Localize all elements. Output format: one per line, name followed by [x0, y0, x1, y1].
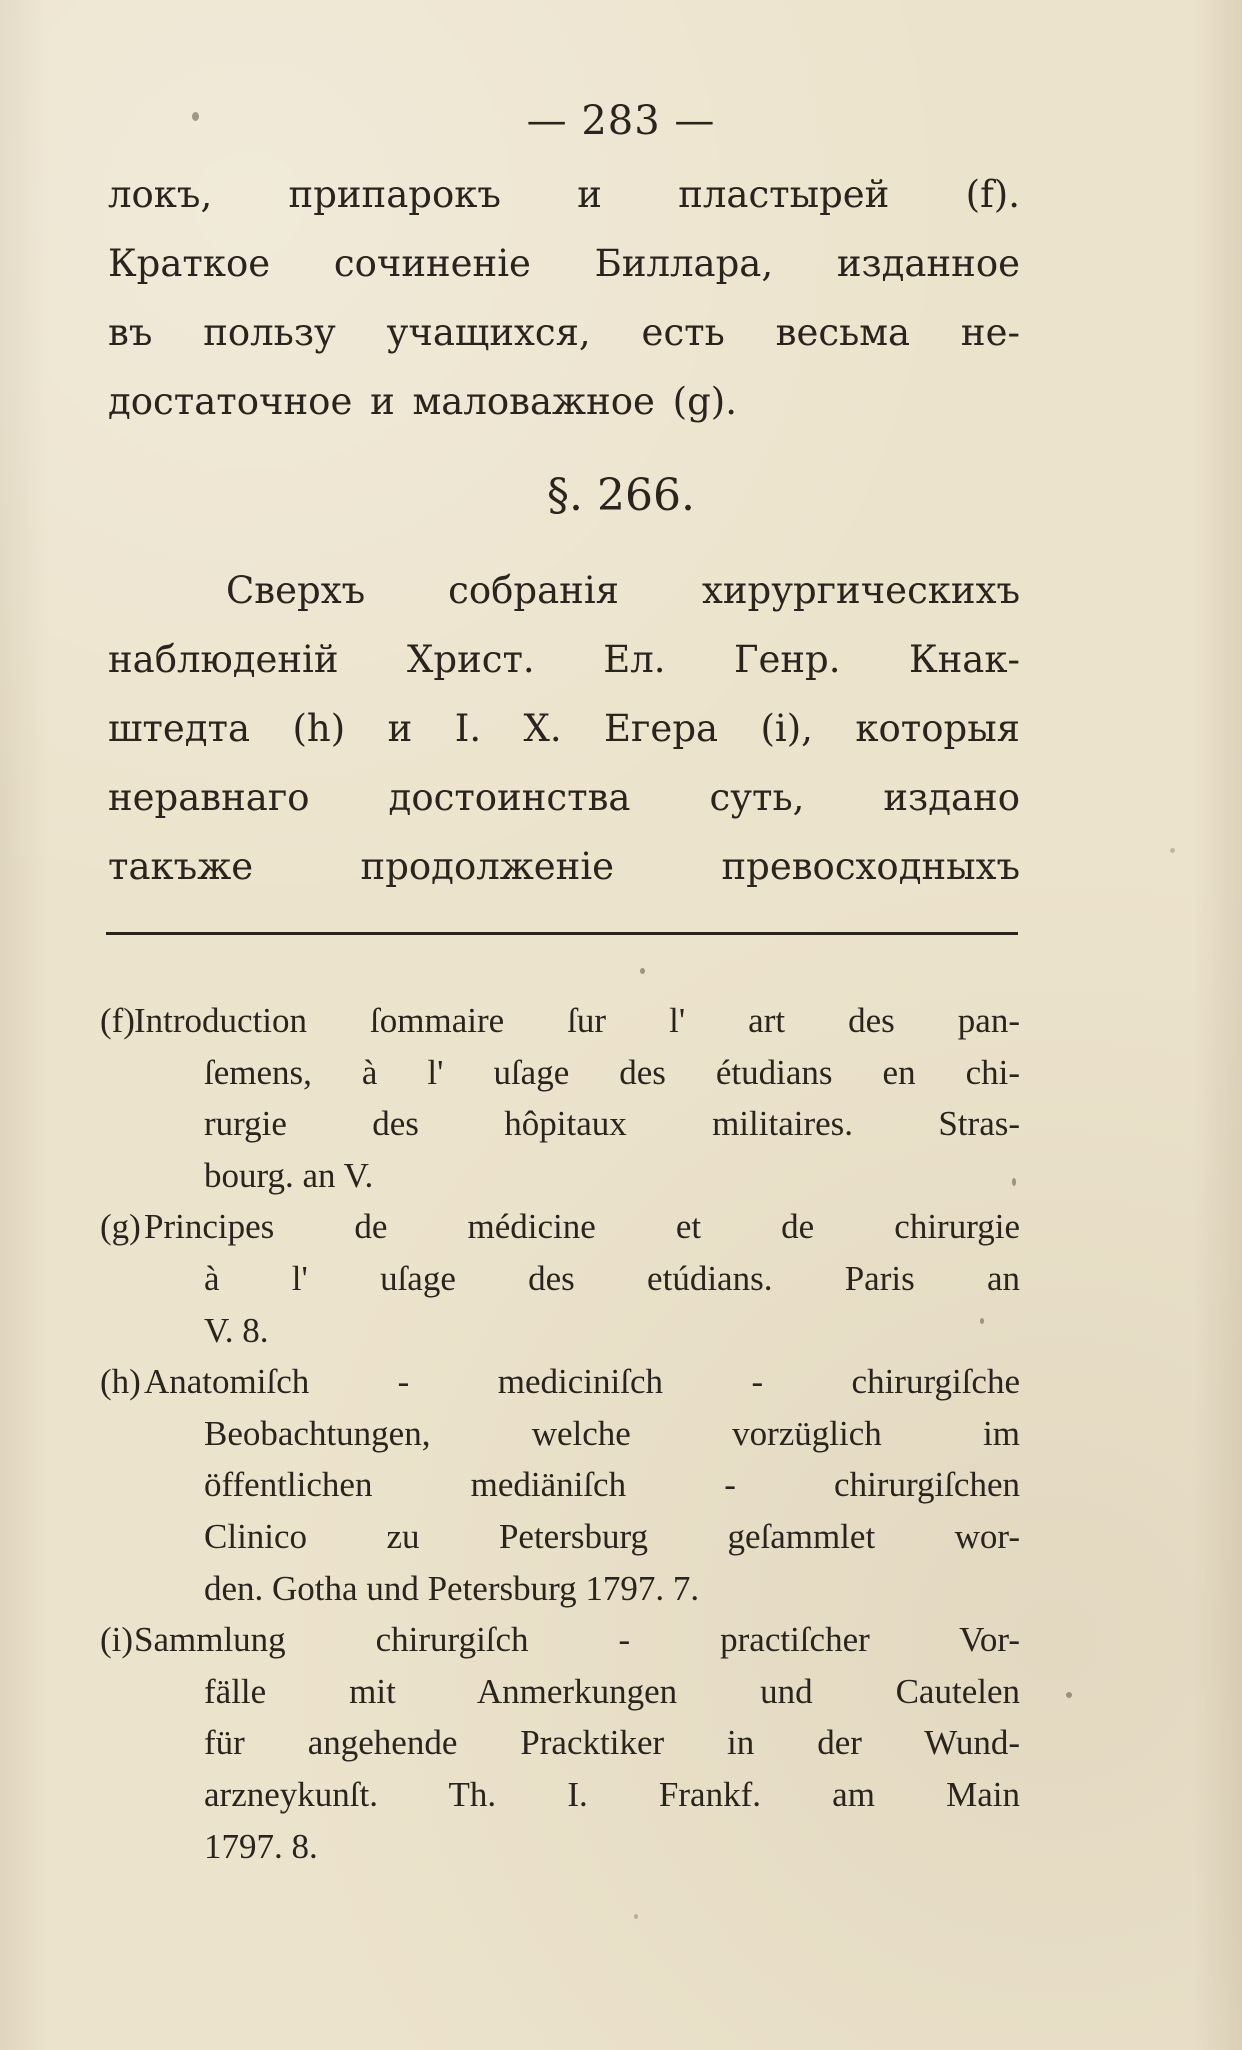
- footnote-i: [100, 1614, 1020, 1872]
- page-number: — 283 —: [526, 98, 716, 144]
- paper-speck: [634, 1914, 638, 1919]
- footnote-line: V. 8.: [204, 1310, 269, 1350]
- footnote-line: fälle mit Anmerkungen und Cautelen: [204, 1671, 1020, 1711]
- footnote-divider: [106, 932, 1018, 935]
- text-line: въ пользу учащихся, есть весьма не-: [108, 311, 1020, 354]
- section-heading: §. 266.: [547, 470, 695, 521]
- footnotes: [100, 995, 1020, 1872]
- footnote-line: Principes de médicine et de chirurgie: [144, 1207, 1020, 1247]
- footnote-mark: (h): [100, 1362, 141, 1402]
- paper-speck: [192, 112, 199, 121]
- footnote-line: Beobachtungen, welche vorzüglich im: [204, 1413, 1020, 1453]
- footnote-g: [100, 1201, 1020, 1356]
- paper-speck: [1012, 1178, 1016, 1186]
- footnote-mark: (g): [100, 1207, 141, 1247]
- text-line: локъ, припарокъ и пластырей (f).: [108, 173, 1020, 216]
- footnote-line: arzneykunſt. Th. I. Frankf. am Main: [204, 1774, 1020, 1814]
- text-line: наблюденій Христ. Ел. Генр. Кнак-: [108, 638, 1020, 681]
- text-line: Краткое сочиненіе Биллара, изданное: [108, 242, 1020, 285]
- text-line: такъже продолженіе превосходныхъ: [108, 845, 1020, 888]
- footnote-line: den. Gotha und Petersburg 1797. 7.: [204, 1568, 700, 1608]
- footnote-line: für angehende Pracktiker in der Wund-: [204, 1723, 1020, 1763]
- footnote-line: à l' uſage des etúdians. Paris an: [204, 1258, 1020, 1298]
- footnote-line: rurgie des hôpitaux militaires. Stras-: [204, 1104, 1020, 1144]
- text-line: штедта (h) и I. X. Егера (i), которыя: [108, 707, 1020, 750]
- paper-speck: [1170, 848, 1175, 853]
- paper-speck: [980, 1318, 984, 1324]
- footnote-line: bourg. an V.: [204, 1155, 374, 1195]
- footnote-body: [100, 1614, 1020, 1872]
- footnote-line: 1797. 8.: [204, 1826, 318, 1866]
- paragraph: [108, 556, 1020, 901]
- footnote-mark: (f): [100, 1001, 135, 1040]
- text-line: Сверхъ собранія хирургическихъ: [226, 569, 1020, 612]
- footnote-body: [100, 1201, 1020, 1356]
- footnote-line: ſemens, à l' uſage des étudians en chi-: [204, 1052, 1020, 1092]
- footnote-line: Sammlung chirurgiſch - practiſcher Vor-: [134, 1620, 1020, 1660]
- footnote-mark: (i): [100, 1620, 134, 1660]
- text-line: неравнаго достоинства суть, издано: [108, 776, 1020, 819]
- footnote-line: Anatomiſch - mediciniſch - chirurgiſche: [144, 1362, 1020, 1402]
- footnote-line: Introduction ſommaire ſur l' art des pan-: [134, 1001, 1020, 1040]
- footnote-line: öffentlichen mediäniſch - chirurgiſchen: [204, 1465, 1020, 1505]
- footnote-body: [100, 1356, 1020, 1614]
- text-line: достаточное и маловажное (g).: [108, 380, 737, 423]
- footnote-h: [100, 1356, 1020, 1614]
- paper-speck: [1066, 1692, 1072, 1698]
- paper-speck: [640, 968, 645, 974]
- footnote-f: [100, 995, 1020, 1201]
- footnote-line: Clinico zu Petersburg geſammlet wor-: [204, 1516, 1020, 1556]
- footnote-body: [100, 995, 1020, 1201]
- top-text-block: [108, 160, 1020, 436]
